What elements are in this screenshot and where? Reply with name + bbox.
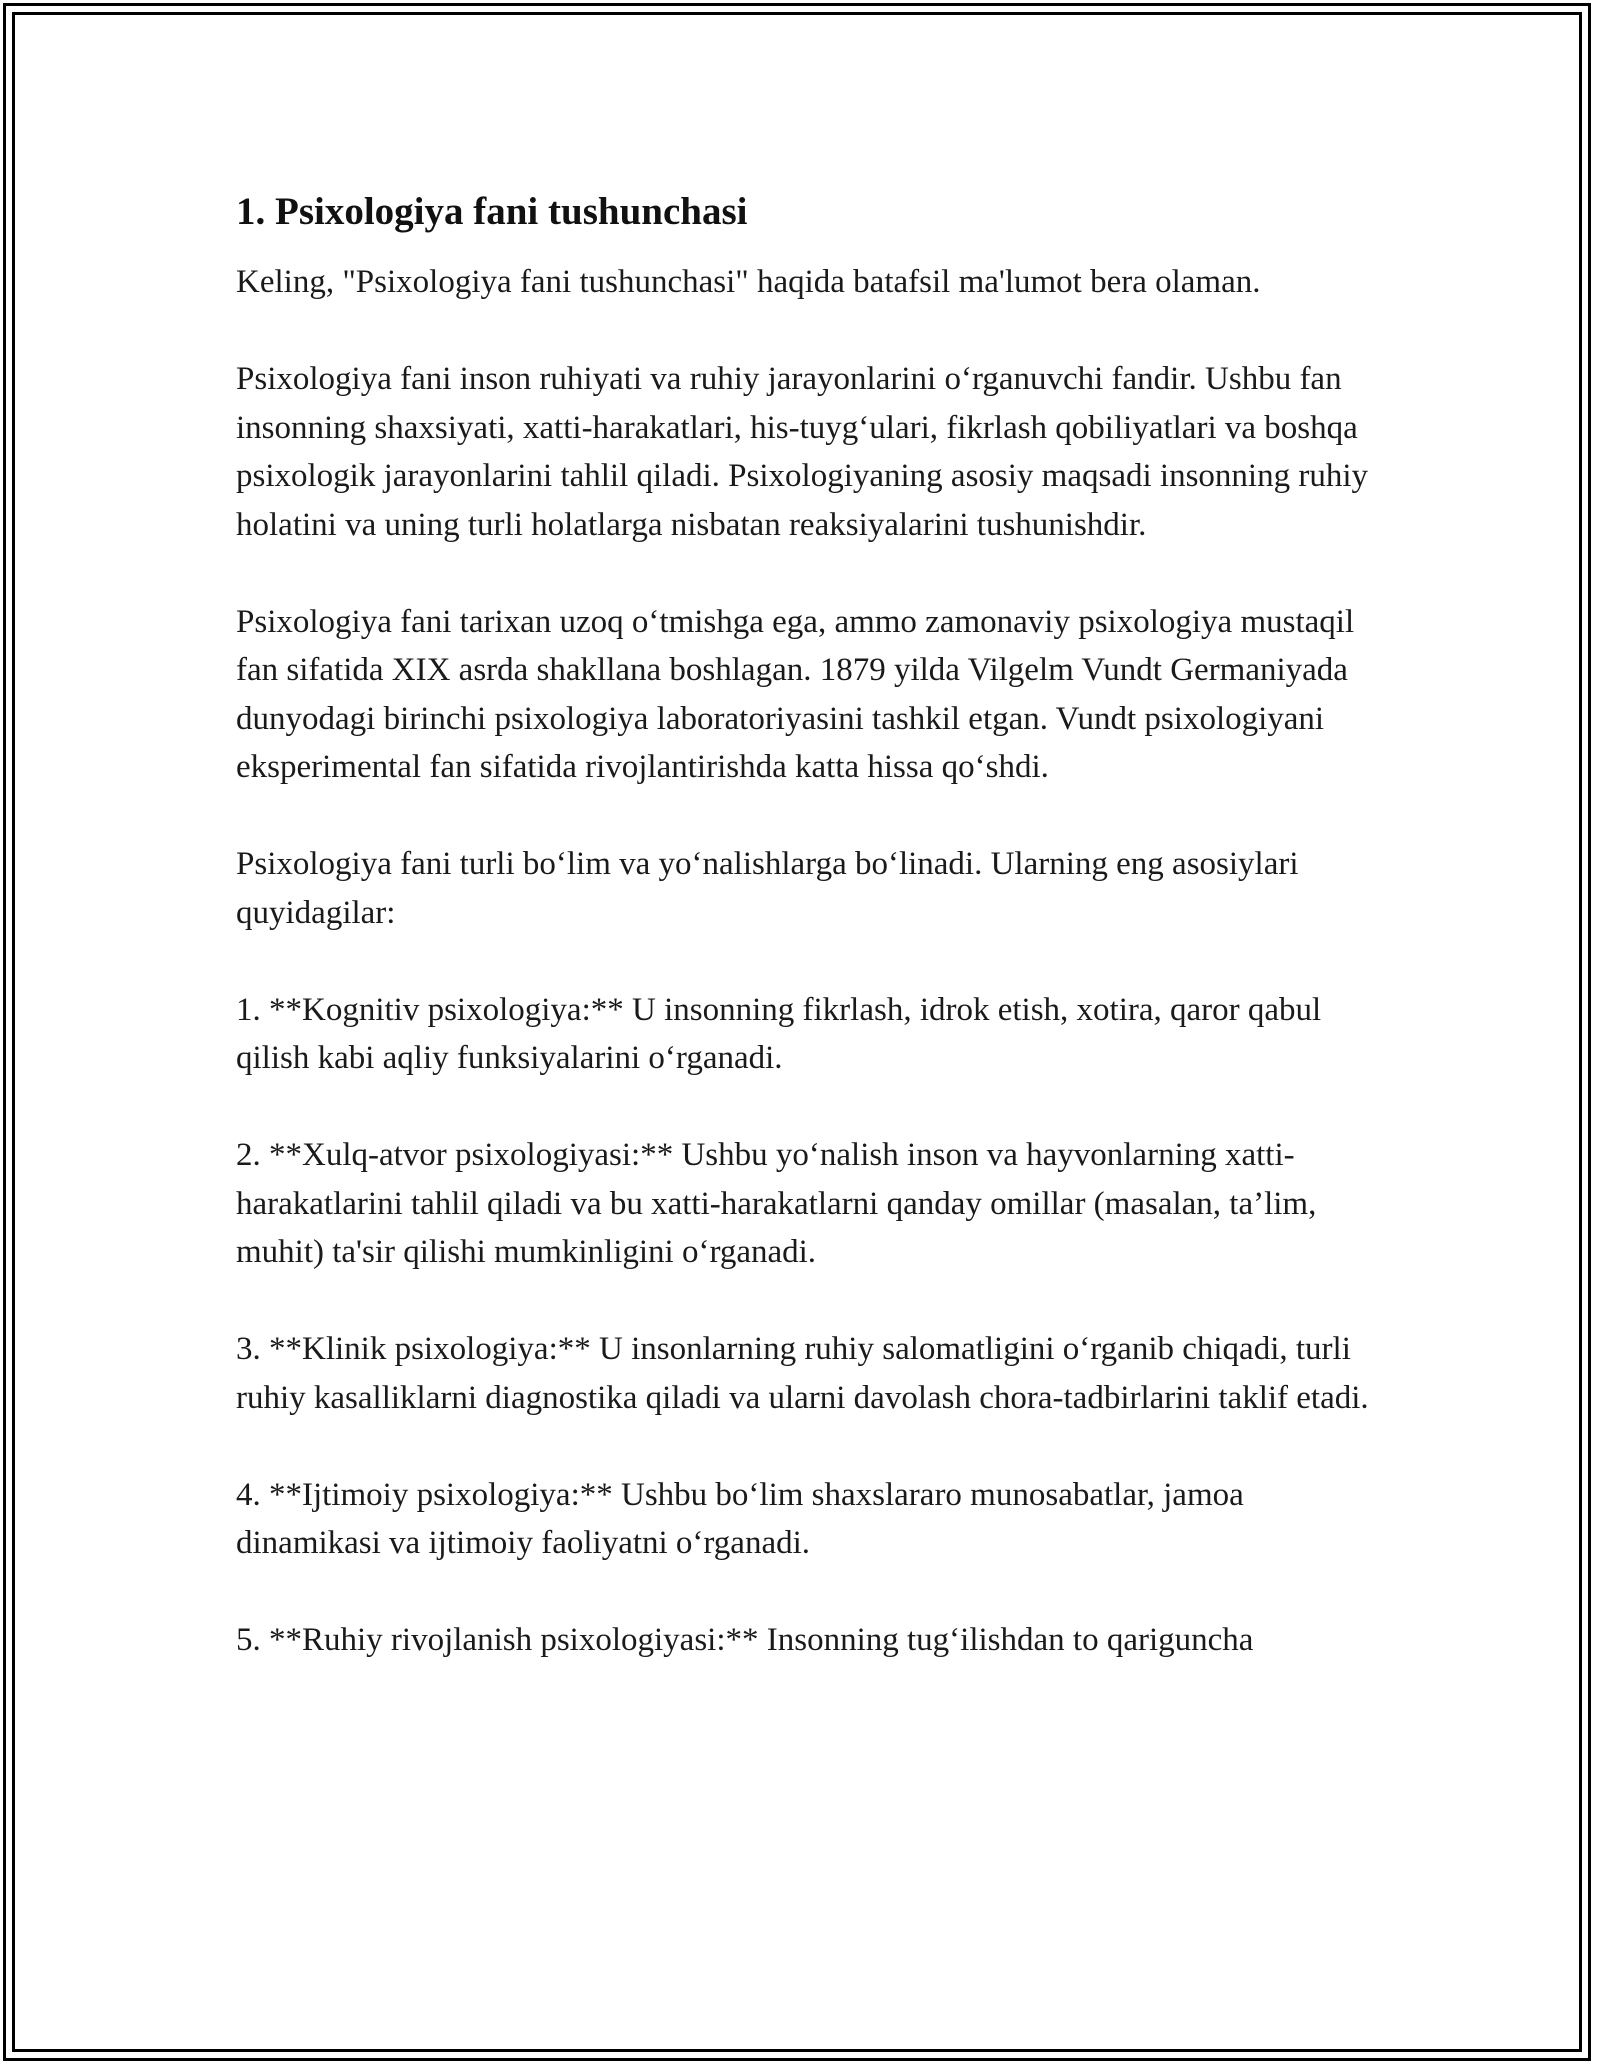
paragraph-definition: Psixologiya fani inson ruhiyati va ruhiy jarayonlarini o‘rganuvchi fandir. Ushbu fan insonning shaxsiyati, xatti-harakatlari, his-tuyg‘ulari, fikrlash qobiliyatlari va boshqa psixologik jarayonlarini tahlil qiladi. Psixologiyaning asosiy maqsadi insonning ruhiy holatini va uning turli holatlarga nisbatan reaksiyalarini tushunishdir. — [236, 361, 1368, 543]
document-body — [236, 186, 1386, 1665]
paragraph-intro: Keling, "Psixologiya fani tushunchasi" haqida batafsil ma'lumot bera olaman. — [236, 264, 1261, 300]
list-item-behavioral: 2. **Xulq-atvor psixologiyasi:** Ushbu yo‘nalish inson va hayvonlarning xatti-harakatlarini tahlil qiladi va bu xatti-harakatlarni qanday omillar (masalan, ta’lim, muhit) ta'sir qilishi mumkinligini o‘rganadi. — [236, 1137, 1317, 1270]
paragraph-history: Psixologiya fani tarixan uzoq o‘tmishga ega, ammo zamonaviy psixologiya mustaqil fan sifatida XIX asrda shakllana boshlagan. 1879 yilda Vilgelm Vundt Germaniyada dunyodagi birinchi psixologiya laboratoriyasini tashkil etgan. Vundt psixologiyani eksperimental fan sifatida rivojlantirishda katta hissa qo‘shdi. — [236, 603, 1355, 785]
list-item-clinical: 3. **Klinik psixologiya:** U insonlarning ruhiy salomatligini o‘rganib chiqadi, turli ruhiy kasalliklarni diagnostika qiladi va ularni davolash chora-tadbirlarini taklif etadi. — [236, 1331, 1369, 1416]
paragraph-branches-intro: Psixologiya fani turli bo‘lim va yo‘nalishlarga bo‘linadi. Ularning eng asosiylari quyidagilar: — [236, 846, 1299, 931]
list-item-developmental: 5. **Ruhiy rivojlanish psixologiyasi:** Insonning tug‘ilishdan to qariguncha — [236, 1622, 1254, 1658]
list-item-social: 4. **Ijtimoiy psixologiya:** Ushbu bo‘lim shaxslararo munosabatlar, jamoa dinamikasi va ijtimoiy faoliyatni o‘rganadi. — [236, 1476, 1244, 1561]
page-title: 1. Psixologiya fani tushunchasi — [236, 190, 748, 233]
list-item-cognitive: 1. **Kognitiv psixologiya:** U insonning fikrlash, idrok etish, xotira, qaror qabul qilish kabi aqliy funksiyalarini o‘rganadi. — [236, 991, 1322, 1076]
